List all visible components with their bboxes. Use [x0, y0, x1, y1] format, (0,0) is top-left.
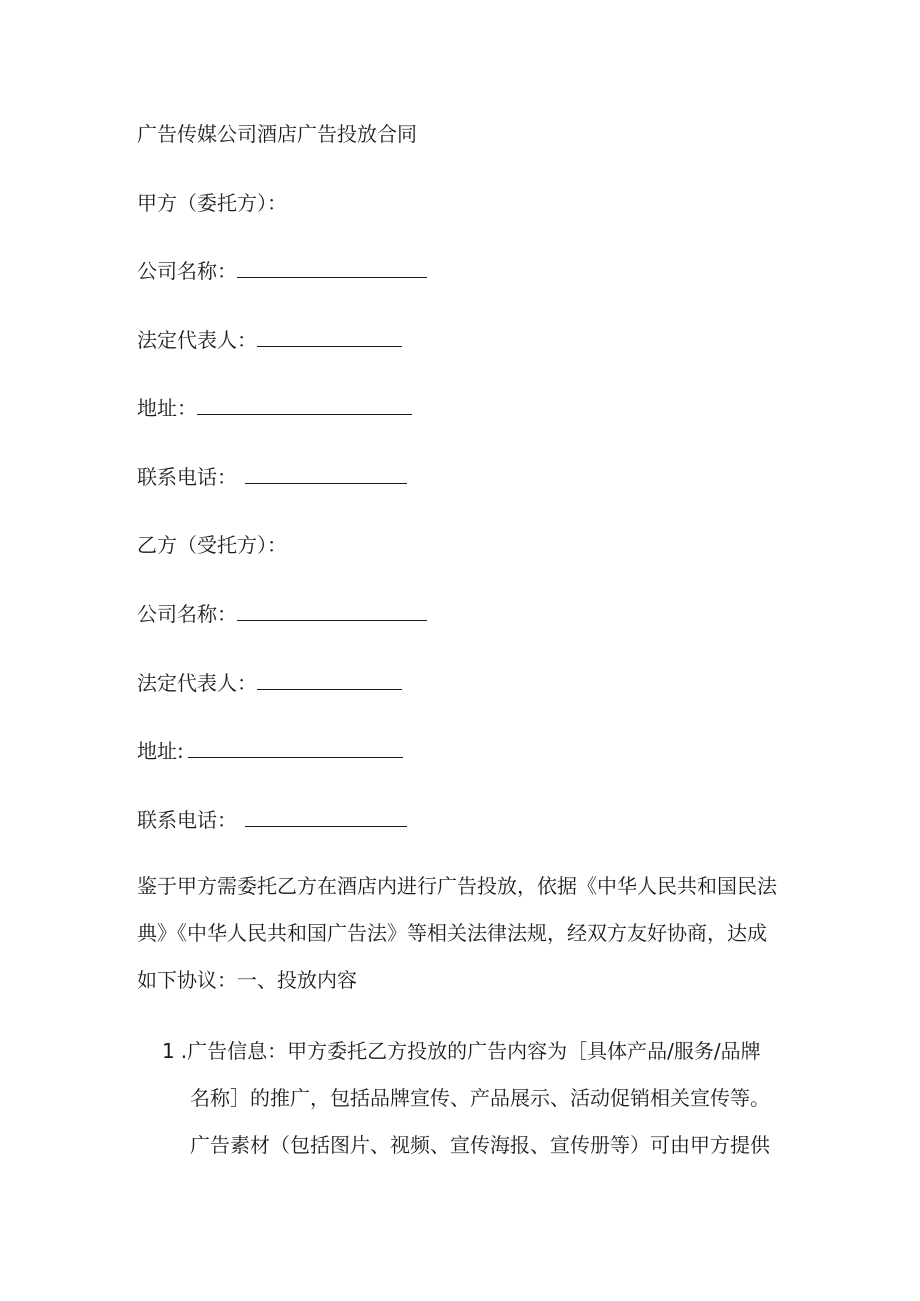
party-a-company-label: 公司名称：: [137, 259, 237, 283]
party-b-phone-row: [137, 806, 407, 834]
clause-1-text: .广告信息：甲方委托乙方投放的广告内容为［具体产品/服务/品牌: [180, 1039, 761, 1063]
preamble-paragraph: [137, 863, 787, 1004]
party-b-address-blank[interactable]: [188, 737, 403, 758]
clause-1-line: 名称］的推广，包括品牌宣传、产品展示、活动促销相关宣传等。: [190, 1086, 770, 1110]
preamble-line: 如下协议：一、投放内容: [137, 968, 357, 992]
party-a-phone-blank[interactable]: [245, 463, 407, 484]
party-a-phone-row: [137, 463, 407, 491]
party-b-company-label: 公司名称：: [137, 602, 237, 626]
party-a-rep-row: [137, 326, 402, 354]
party-a-heading: 甲方（委托方）：: [137, 191, 287, 215]
party-a-rep-blank[interactable]: [257, 326, 402, 347]
party-b-rep-label: 法定代表人：: [137, 671, 257, 695]
party-a-company-blank[interactable]: [237, 257, 427, 278]
clause-1-number: 1: [162, 1039, 175, 1063]
preamble-line: 典》《中华人民共和国广告法》等相关法律法规，经双方友好协商，达成: [137, 921, 767, 945]
party-b-phone-label: 联系电话：: [137, 808, 237, 832]
party-b-phone-blank[interactable]: [245, 806, 407, 827]
party-b-address-row: [137, 737, 403, 765]
party-b-heading: 乙方（受托方）：: [137, 533, 287, 557]
party-b-address-label: 地址:: [137, 739, 184, 763]
party-b-company-row: [137, 600, 427, 628]
party-b-rep-row: [137, 669, 402, 697]
party-b-company-blank[interactable]: [237, 600, 427, 621]
party-a-phone-label: 联系电话：: [137, 465, 237, 489]
clause-1-line-1: [162, 1028, 792, 1075]
party-a-rep-label: 法定代表人：: [137, 328, 257, 352]
contract-title: 广告传媒公司酒店广告投放合同: [137, 122, 417, 146]
party-a-address-row: [137, 394, 412, 422]
party-a-company-row: [137, 257, 427, 285]
party-b-rep-blank[interactable]: [257, 669, 402, 690]
clause-1-line: 广告素材（包括图片、视频、宣传海报、宣传册等）可由甲方提供: [190, 1133, 770, 1157]
party-a-address-label: 地址：: [137, 396, 197, 420]
preamble-line: 鉴于甲方需委托乙方在酒店内进行广告投放，依据《中华人民共和国民法: [137, 874, 777, 898]
party-a-address-blank[interactable]: [197, 394, 412, 415]
clause-1: [162, 1028, 792, 1169]
